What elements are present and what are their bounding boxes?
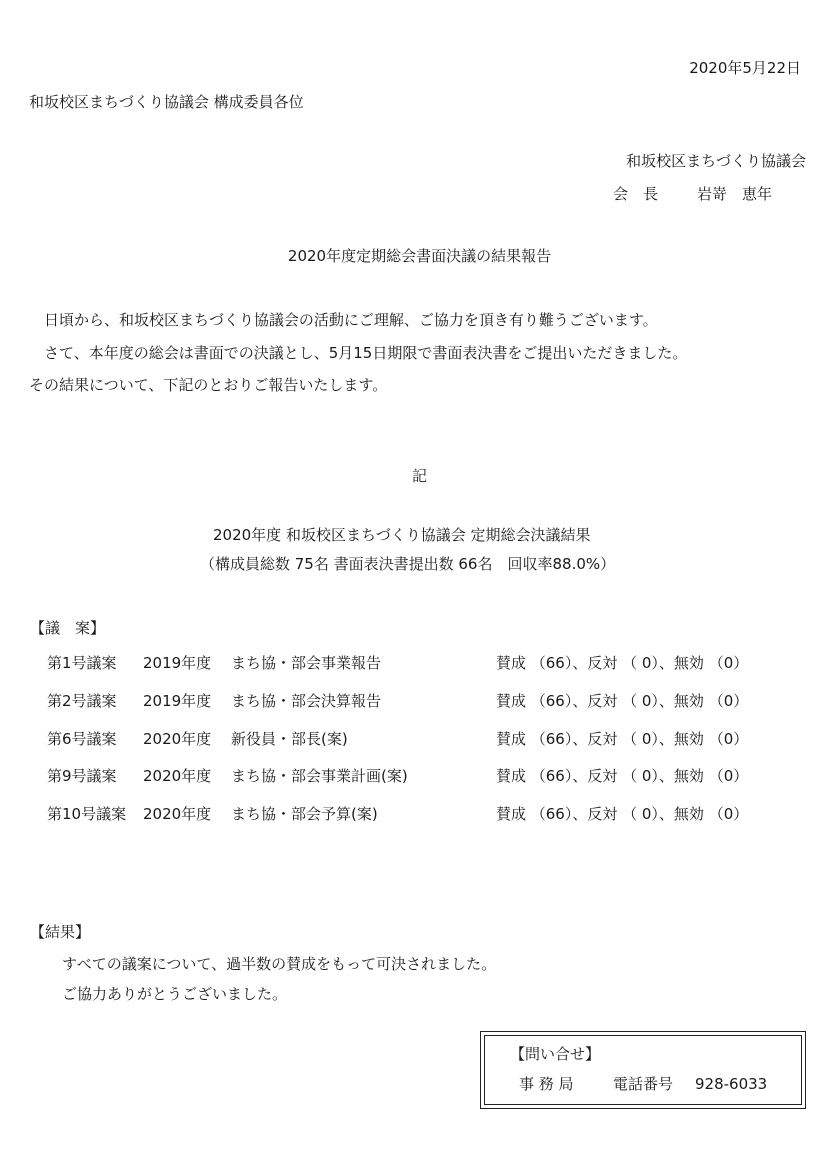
sender-name: 岩嵜 恵年 [697,185,773,203]
agenda-year: 2020年度 [143,767,212,785]
agenda-heading: 【議 案】 [30,619,106,637]
document-date: 2020年5月22日 [689,59,801,77]
agenda-number: 第10号議案 [47,805,127,823]
contact-box [480,1031,806,1109]
agenda-item: まち協・部会決算報告 [231,692,382,710]
agenda-number: 第6号議案 [47,730,117,748]
agenda-votes: 賛成 （66）、反対 （ 0）、無効 （0） [496,805,749,823]
result-line-1: すべての議案について、過半数の賛成をもって可決されました。 [62,955,497,973]
agenda-number: 第9号議案 [47,767,117,785]
agenda-number: 第2号議案 [47,692,117,710]
document-subject: 2020年度定期総会書面決議の結果報告 [287,247,552,265]
contact-heading: 【問い合せ】 [510,1045,601,1063]
contact-phone-label: 電話番号 [613,1075,674,1093]
result-title: 2020年度 和坂校区まちづくり協議会 定期総会決議結果 [213,526,591,544]
agenda-item: まち協・部会事業報告 [231,654,382,672]
agenda-votes: 賛成 （66）、反対 （ 0）、無効 （0） [496,730,749,748]
body-line-1: 日頃から、和坂校区まちづくり協議会の活動にご理解、ご協力を頂き有り難うございます。 [44,311,658,329]
agenda-votes: 賛成 （66）、反対 （ 0）、無効 （0） [496,692,749,710]
agenda-item: 新役員・部長(案) [231,730,348,748]
body-line-3: その結果について、下記のとおりご報告いたします。 [29,376,388,394]
agenda-item: まち協・部会予算(案) [231,805,378,823]
body-line-2: さて、本年度の総会は書面での決議とし、5月15日期限で書面表決書をご提出いただきました。 [44,344,688,362]
agenda-year: 2020年度 [143,805,212,823]
result-stats: （構成員総数 75名 書面表決書提出数 66名 回収率88.0%） [200,555,616,573]
agenda-votes: 賛成 （66）、反対 （ 0）、無効 （0） [496,767,749,785]
sender-title: 会 長 [613,185,659,203]
agenda-number: 第1号議案 [47,654,117,672]
recipient: 和坂校区まちづくり協議会 構成委員各位 [29,93,304,111]
contact-office: 事 務 局 [519,1075,574,1093]
contact-phone-number: 928-6033 [695,1075,768,1093]
agenda-year: 2019年度 [143,654,212,672]
agenda-item: まち協・部会事業計画(案) [231,767,408,785]
agenda-year: 2020年度 [143,730,212,748]
result-heading: 【結果】 [30,923,91,941]
result-line-2: ご協力ありがとうございました。 [62,985,288,1003]
ki-mark: 記 [411,467,427,485]
agenda-year: 2019年度 [143,692,212,710]
agenda-votes: 賛成 （66）、反対 （ 0）、無効 （0） [496,654,749,672]
sender-org: 和坂校区まちづくり協議会 [626,152,806,170]
